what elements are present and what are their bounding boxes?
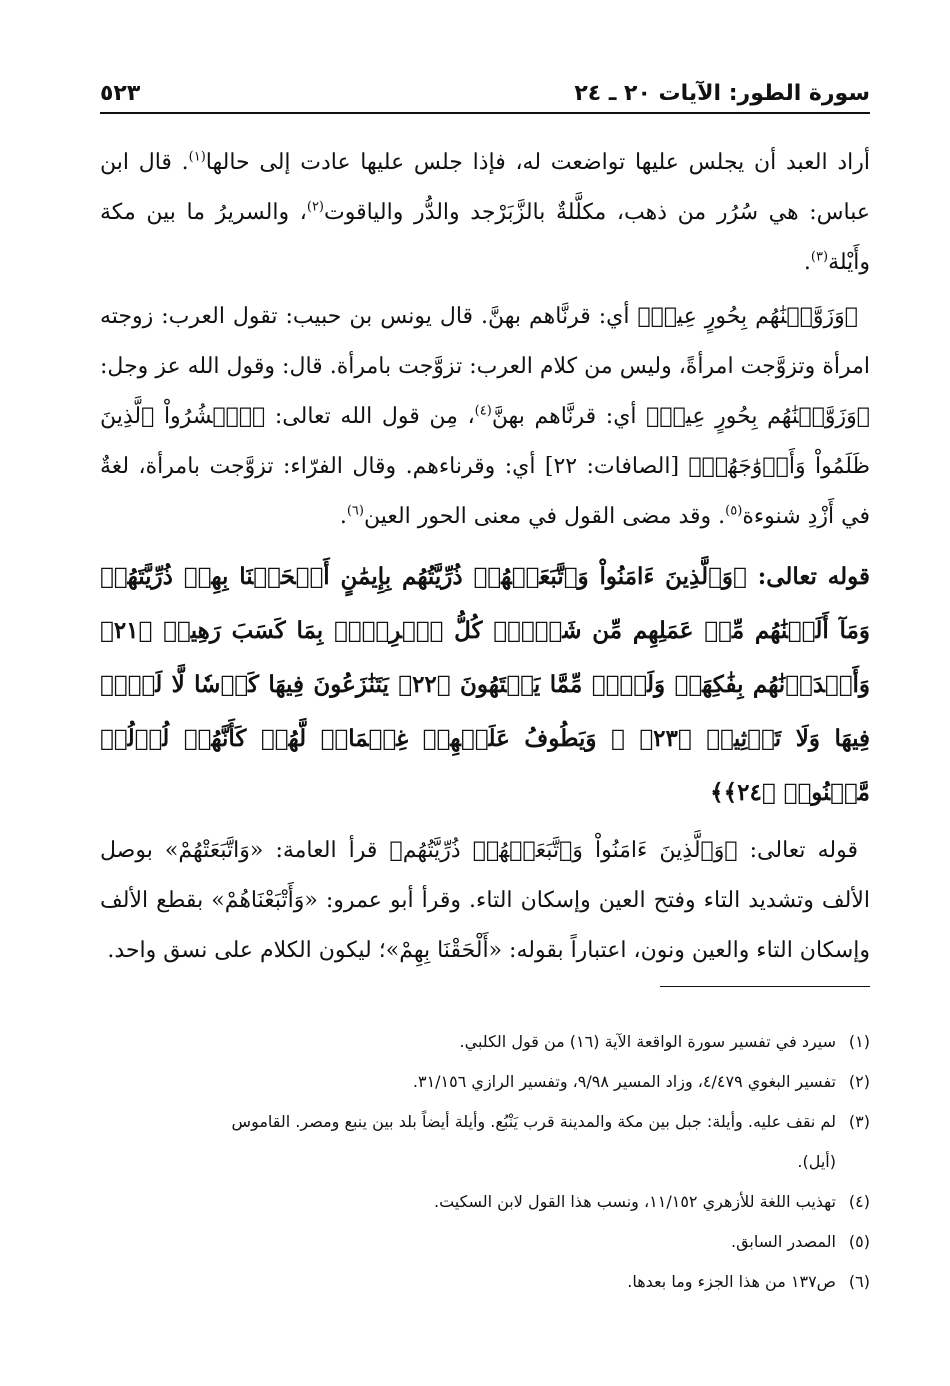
footnote-3: (٣)لم نقف عليه. وأيلة: جبل بين مكة والمدينة قرب يَنْبُع. وأيلة أيضاً بلد بين ينبع ومصر. القاموس (231, 1112, 870, 1131)
footnote-3-continuation: (أيل). (797, 1152, 836, 1171)
footnote-divider (660, 986, 870, 987)
footnote-ref-4[interactable]: (٤) (474, 403, 492, 419)
footnote-2: (٢)تفسير البغوي ٤/٤٧٩، وزاد المسير ٩/٩٨، وتفسير الرازي ٣١/١٥٦. (412, 1072, 870, 1091)
footnote-5: (٥)المصدر السابق. (730, 1232, 870, 1251)
footnote-6: (٦)ص١٣٧ من هذا الجزء وما بعدها. (627, 1272, 870, 1291)
footnotes (100, 1022, 870, 1302)
running-header (100, 66, 870, 106)
footnote-ref-3[interactable]: (٣) (810, 249, 829, 265)
footnote-ref-2[interactable]: (٢) (306, 199, 324, 215)
footnote-1: (١)سيرد في تفسير سورة الواقعة الآية (١٦) من قول الكلبي. (459, 1032, 870, 1051)
verse-text: ﴿وَٱلَّذِينَ ءَامَنُواْ وَٱتَّبَعَتۡهُمۡ ذُرِّيَّتُهُم بِإِيمَٰنٍ أَلۡحَقۡنَا بِهِمۡ ذُرِّيَّتَهُمۡ وَمَآ أَلَتۡنَٰهُم مِّنۡ عَمَلِهِم مِّن شَيۡءٖۚ كُلُّ ٱمۡرِيِٕۭ بِمَا كَسَبَ رَهِينٞ ﴿٢١﴾ وَأَمۡدَدۡنَٰهُم بِفَٰكِهَةٖ وَلَحۡمٖ مِّمَّا يَشۡتَهُونَ ﴿٢٢﴾ يَتَنَٰزَعُونَ فِيهَا كَأۡسٗا لَّا لَغۡوٞ فِيهَا وَلَا تَأۡثِيمٞ ﴿٢٣﴾ ۞ وَيَطُوفُ عَلَيۡهِمۡ غِلۡمَانٞ لَّهُمۡ كَأَنَّهُمۡ لُؤۡلُؤٞ مَّكۡنُونٞ ﴿٢٤﴾﴾ (100, 563, 871, 806)
verse-lead: قوله تعالى: (757, 563, 870, 590)
paragraph-3: قوله تعالى: ﴿وَٱلَّذِينَ ءَامَنُواْ وَٱتَّبَعَتۡهُمۡ ذُرِّيَّتُهُم﴾ قرأ العامة: «وَاتَّبَعَتْهُمْ» بوصل الألف وتشديد التاء وفتح العين وإسكان التاء. وقرأ أبو عمرو: «وَأَتْبَعْنَاهُمْ» بقطع الألف وإسكان التاء والعين ونون، اعتباراً بقوله: «أَلْحَقْنَا بِهِمْ»؛ ليكون الكلام على نسق واحد. (100, 838, 870, 963)
footnote-ref-5[interactable]: (٥) (725, 503, 743, 519)
paragraph-1: أراد العبد أن يجلس عليها تواضعت له، فإذا جلس عليها عادت إلى حالها$^{(١)}$. قال ابن عباس: هي سُرُر من ذهب، مكلَّلةٌ بالزَّبَرْجد والدُّر والياقوت$^{(٢)}$، والسريرُ ما بين مكة وأَيْلة$^{(٣)}$. (100, 149, 870, 275)
footnote-4: (٤)تهذيب اللغة للأزهري ١١/١٥٢، ونسب هذا القول لابن السكيت. (433, 1192, 870, 1211)
main-text (100, 138, 870, 980)
footnote-ref-1[interactable]: (١) (188, 149, 206, 165)
header-divider (100, 112, 870, 114)
footnote-ref-6[interactable]: (٦) (346, 503, 364, 519)
verse-block (100, 550, 870, 820)
paragraph-2: ﴿وَزَوَّجۡنَٰهُم بِحُورٍ عِينٖ﴾ أي: قرنَّاهم بهنَّ. قال يونس بن حبيب: تقول العرب: زوجته امرأة وتزوَّجت امرأةً، وليس من كلام العرب: تزوَّجت بامرأة. قال: وقول الله عز وجل: ﴿وَزَوَّجۡنَٰهُم بِحُورٍ عِينٖ﴾ أي: قرنَّاهم بهنَّ$^{(٤)}$، مِن قول الله تعالى: ﴿ٱحۡشُرُواْ ٱلَّذِينَ ظَلَمُواْ وَأَزۡوَٰجَهُمۡ﴾ [الصافات: ٢٢] أي: وقرناءهم. وقال الفرّاء: تزوَّجت بامرأة، لغةٌ في أَزْدِ شنوءة$^{(٥)}$. وقد مضى القول في معنى الحور العين$^{(٦)}$. (100, 304, 871, 529)
header-title: سورة الطور: الآيات ٢٠ ـ ٢٤ (574, 81, 870, 106)
page-number: ٥٢٣ (100, 81, 141, 106)
